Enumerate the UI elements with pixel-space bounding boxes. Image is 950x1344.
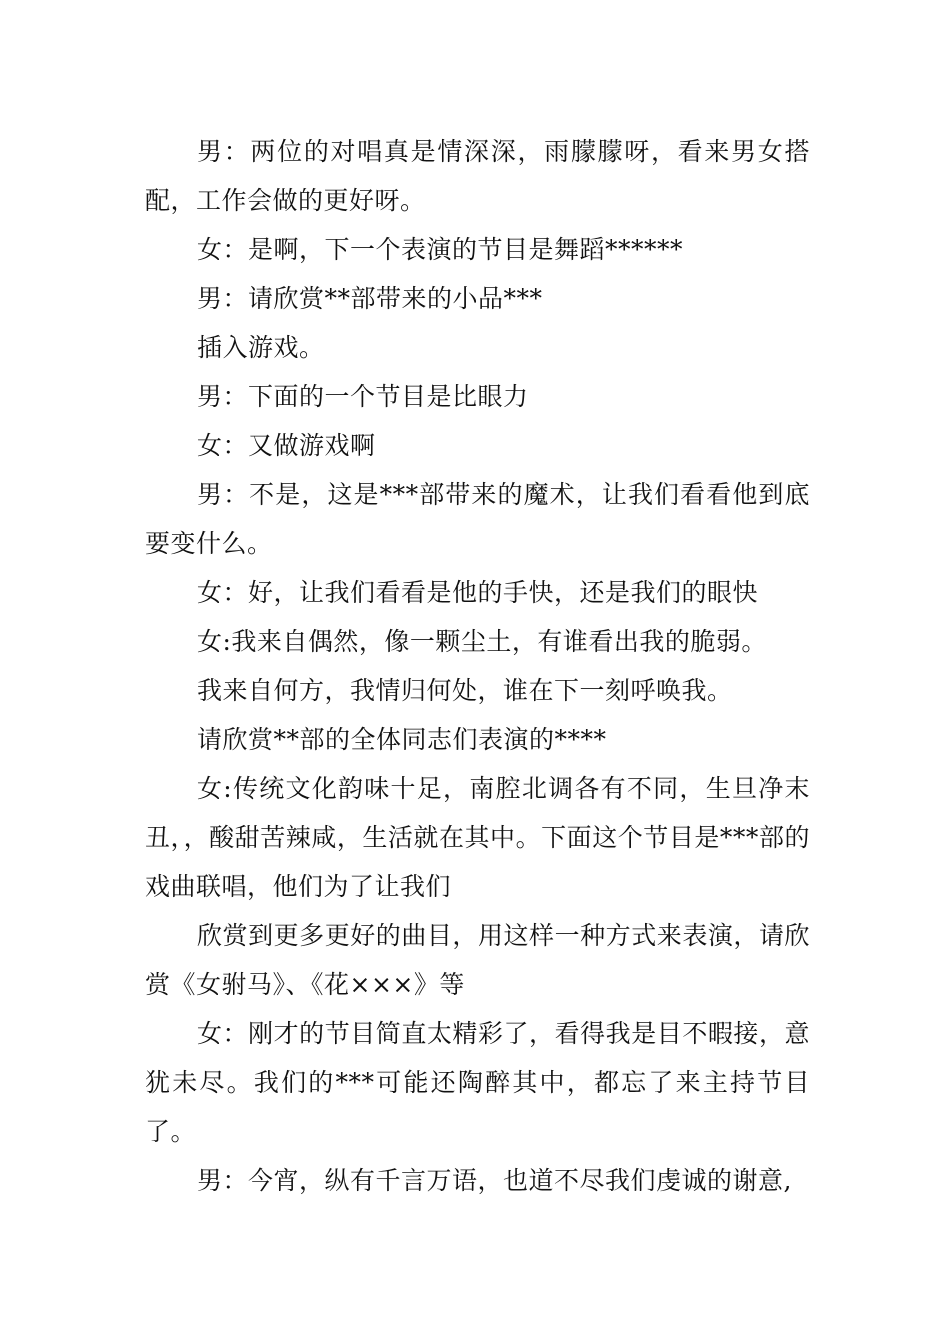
- paragraph: 男：请欣赏**部带来的小品***: [197, 284, 543, 313]
- paragraph: 插入游戏。: [197, 333, 325, 362]
- paragraph: 我来自何方，我情归何处，谁在下一刻呼唤我。: [197, 676, 733, 705]
- paragraph: 女：刚才的节目简直太精彩了，看得我是目不暇接，意犹未尽。我们的***可能还陶醉其中，都忘了来主持节目了。: [145, 1019, 810, 1146]
- paragraph: 男：不是，这是***部带来的魔术，让我们看看他到底要变什么。: [145, 480, 810, 558]
- paragraph: 女:传统文化韵味十足，南腔北调各有不同，生旦净末丑，，酸甜苦辣咸，生活就在其中。下面这个节目是***部的戏曲联唱，他们为了让我们: [145, 774, 810, 901]
- paragraph: 男：今宵，纵有千言万语，也道不尽我们虔诚的谢意,: [197, 1166, 792, 1195]
- paragraph: 欣赏到更多更好的曲目，用这样一种方式来表演，请欣赏《女驸马》、《花×××》等: [145, 921, 810, 999]
- paragraph: 男：下面的一个节目是比眼力: [197, 382, 529, 411]
- paragraph: 请欣赏**部的全体同志们表演的****: [197, 725, 607, 754]
- document-body: [145, 127, 810, 1205]
- paragraph: 女：是啊，下一个表演的节目是舞蹈******: [197, 235, 684, 264]
- paragraph: 男：两位的对唱真是情深深，雨朦朦呀，看来男女搭配，工作会做的更好呀。: [145, 137, 810, 215]
- paragraph: 女：好，让我们看看是他的手快，还是我们的眼快: [197, 578, 759, 607]
- paragraph: 女:我来自偶然，像一颗尘土，有谁看出我的脆弱。: [197, 627, 767, 656]
- paragraph: 女：又做游戏啊: [197, 431, 376, 460]
